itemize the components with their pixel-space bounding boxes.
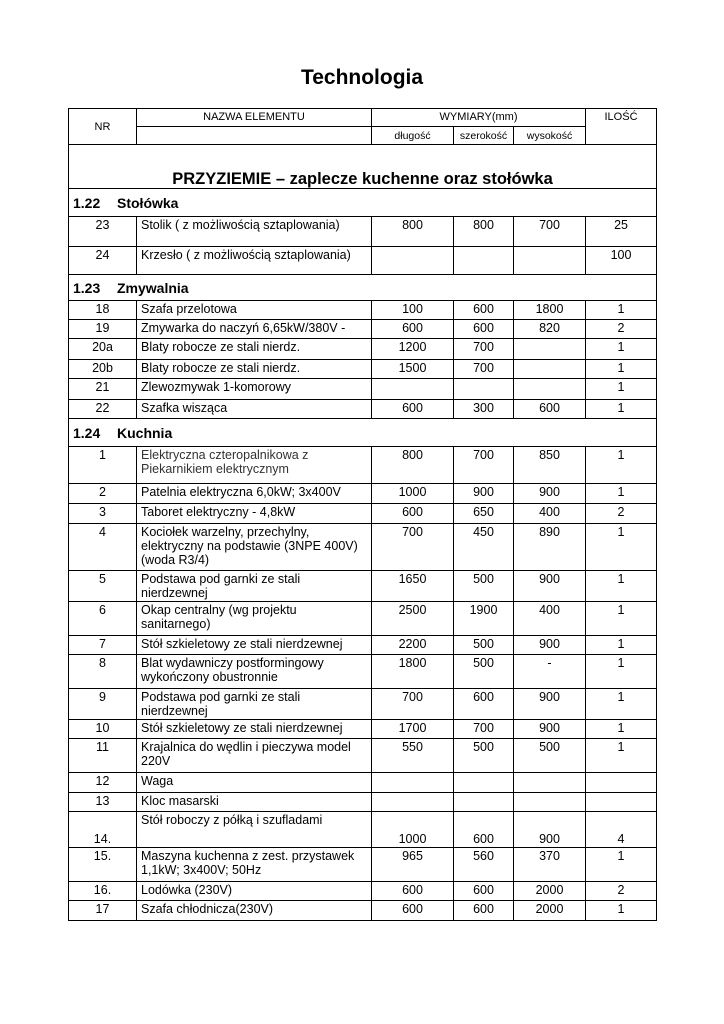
cell-nr: 13: [69, 793, 137, 812]
cell-wysokosc: 900: [514, 720, 586, 739]
table-row: [69, 848, 657, 882]
cell-nr: 8: [69, 655, 137, 689]
cell-dlugosc: 600: [372, 400, 454, 419]
cell-wysokosc: 900: [514, 571, 586, 602]
cell-szerokosc: 300: [454, 400, 514, 419]
cell-szerokosc: 500: [454, 739, 514, 773]
table-row: [69, 504, 657, 524]
cell-name: Maszyna kuchenna z zest. przystawek 1,1kW; 3x400V; 50Hz: [137, 848, 372, 882]
table-row: [69, 689, 657, 720]
cell-name: Szafa przelotowa: [137, 301, 372, 320]
table-row: [69, 379, 657, 400]
table-row: [69, 602, 657, 636]
cell-name: Krajalnica do wędlin i pieczywa model 220V: [137, 739, 372, 773]
cell-dlugosc: 1800: [372, 655, 454, 689]
cell-ilosc: 1: [586, 689, 657, 720]
table-row: [69, 882, 657, 901]
cell-name: Kloc masarski: [137, 793, 372, 812]
cell-dlugosc: 1000: [372, 484, 454, 504]
cell-nr: 20b: [69, 360, 137, 379]
cell-szerokosc: 700: [454, 360, 514, 379]
cell-name: Zlewozmywak 1-komorowy: [137, 379, 372, 400]
cell-name: Stół szkieletowy ze stali nierdzewnej: [137, 720, 372, 739]
cell-szerokosc: 600: [454, 320, 514, 339]
cell-wysokosc: 370: [514, 848, 586, 882]
cell-name: Stół szkieletowy ze stali nierdzewnej: [137, 636, 372, 655]
cell-wysokosc: 700: [514, 217, 586, 247]
cell-szerokosc: 700: [454, 339, 514, 360]
cell-ilosc: [586, 793, 657, 812]
page-title: Technologia: [300, 66, 424, 89]
cell-szerokosc: 650: [454, 504, 514, 524]
section-heading: [69, 275, 657, 301]
cell-szerokosc: 800: [454, 217, 514, 247]
table-row: [69, 655, 657, 689]
table-row: [69, 571, 657, 602]
cell-nr: 9: [69, 689, 137, 720]
cell-dlugosc: [372, 379, 454, 400]
cell-szerokosc: 900: [454, 484, 514, 504]
cell-wysokosc: 900: [514, 484, 586, 504]
cell-nr: 5: [69, 571, 137, 602]
table-row: [69, 447, 657, 484]
cell-ilosc: 1: [586, 848, 657, 882]
cell-dlugosc: 700: [372, 524, 454, 571]
cell-nr: 20a: [69, 339, 137, 360]
section-name: Kuchnia: [117, 424, 173, 441]
cell-nr: 18: [69, 301, 137, 320]
header-row: [69, 109, 657, 127]
cell-name: Stolik ( z możliwością sztaplowania): [137, 217, 372, 247]
table-row: [69, 217, 657, 247]
cell-wysokosc: [514, 247, 586, 275]
subheader-row: [69, 127, 657, 145]
table-row: [69, 739, 657, 773]
cell-nr: 6: [69, 602, 137, 636]
cell-name: Taboret elektryczny - 4,8kW: [137, 504, 372, 524]
cell-ilosc: 1: [586, 360, 657, 379]
cell-dlugosc: 1650: [372, 571, 454, 602]
cell-nr: 15.: [69, 848, 137, 882]
cell-name: Stół roboczy z półką i szufladami: [137, 812, 372, 848]
header-nazwa-empty: [137, 127, 372, 145]
cell-szerokosc: [454, 793, 514, 812]
table-row: [69, 812, 657, 848]
table-row: [69, 793, 657, 812]
cell-dlugosc: [372, 247, 454, 275]
section-number: 1.23: [73, 279, 101, 296]
header-wymiary: WYMIARY(mm): [372, 109, 586, 127]
cell-nr: 17: [69, 901, 137, 921]
cell-szerokosc: 600: [454, 812, 514, 848]
cell-wysokosc: [514, 773, 586, 793]
cell-ilosc: 1: [586, 602, 657, 636]
section-heading: [69, 419, 657, 447]
cell-ilosc: 1: [586, 720, 657, 739]
cell-wysokosc: 400: [514, 602, 586, 636]
cell-wysokosc: 1800: [514, 301, 586, 320]
table-row: [69, 773, 657, 793]
cell-wysokosc: [514, 339, 586, 360]
cell-ilosc: 4: [586, 812, 657, 848]
cell-ilosc: 1: [586, 655, 657, 689]
cell-nr: 19: [69, 320, 137, 339]
technology-table: [68, 108, 657, 921]
cell-dlugosc: 800: [372, 217, 454, 247]
section-number: 1.24: [73, 424, 101, 441]
cell-dlugosc: 800: [372, 447, 454, 484]
cell-dlugosc: 965: [372, 848, 454, 882]
header-ilosc: ILOŚĆ: [586, 109, 657, 145]
cell-ilosc: 2: [586, 882, 657, 901]
cell-nr: 10: [69, 720, 137, 739]
cell-ilosc: 1: [586, 901, 657, 921]
header-wysokosc: wysokość: [514, 127, 586, 145]
cell-dlugosc: 1700: [372, 720, 454, 739]
cell-name: Podstawa pod garnki ze stali nierdzewnej: [137, 689, 372, 720]
cell-ilosc: [586, 773, 657, 793]
cell-name: Szafa chłodnicza(230V): [137, 901, 372, 921]
cell-dlugosc: [372, 773, 454, 793]
cell-dlugosc: [372, 793, 454, 812]
cell-nr: 14.: [69, 812, 137, 848]
section-row: [69, 275, 657, 301]
table-row: [69, 301, 657, 320]
cell-wysokosc: 400: [514, 504, 586, 524]
cell-nr: 4: [69, 524, 137, 571]
table-row: [69, 524, 657, 571]
cell-szerokosc: 500: [454, 636, 514, 655]
cell-dlugosc: 600: [372, 901, 454, 921]
cell-wysokosc: 600: [514, 400, 586, 419]
table-row: [69, 320, 657, 339]
header-szerokosc: szerokość: [454, 127, 514, 145]
cell-nr: 24: [69, 247, 137, 275]
table-row: [69, 247, 657, 275]
cell-wysokosc: 900: [514, 636, 586, 655]
section-row: [69, 419, 657, 447]
cell-dlugosc: 550: [372, 739, 454, 773]
table-row: [69, 901, 657, 921]
cell-nr: 2: [69, 484, 137, 504]
cell-szerokosc: 500: [454, 655, 514, 689]
main-section-title: PRZYZIEMIE – zaplecze kuchenne oraz stołówka: [69, 145, 657, 189]
cell-name: Blat wydawniczy postformingowy wykończony obustronnie: [137, 655, 372, 689]
cell-ilosc: 1: [586, 739, 657, 773]
cell-szerokosc: 500: [454, 571, 514, 602]
cell-nr: 22: [69, 400, 137, 419]
cell-nr: 7: [69, 636, 137, 655]
section-name: Zmywalnia: [117, 279, 189, 296]
cell-dlugosc: 600: [372, 504, 454, 524]
cell-dlugosc: 1200: [372, 339, 454, 360]
cell-ilosc: 1: [586, 301, 657, 320]
section-heading: [69, 189, 657, 217]
cell-dlugosc: 600: [372, 882, 454, 901]
cell-nr: 21: [69, 379, 137, 400]
table-row: [69, 360, 657, 379]
cell-wysokosc: 900: [514, 689, 586, 720]
cell-dlugosc: 2500: [372, 602, 454, 636]
cell-dlugosc: 700: [372, 689, 454, 720]
header-nazwa: NAZWA ELEMENTU: [137, 109, 372, 127]
cell-szerokosc: [454, 773, 514, 793]
cell-wysokosc: 2000: [514, 882, 586, 901]
cell-wysokosc: -: [514, 655, 586, 689]
cell-szerokosc: 600: [454, 301, 514, 320]
cell-nr: 3: [69, 504, 137, 524]
cell-dlugosc: 100: [372, 301, 454, 320]
cell-nr: 11: [69, 739, 137, 773]
cell-name: Blaty robocze ze stali nierdz.: [137, 339, 372, 360]
cell-szerokosc: 700: [454, 447, 514, 484]
section-name: Stołówka: [117, 194, 179, 211]
cell-szerokosc: [454, 247, 514, 275]
cell-szerokosc: 1900: [454, 602, 514, 636]
table-row: [69, 720, 657, 739]
cell-name: Kociołek warzelny, przechylny, elektryczny na podstawie (3NPE 400V) (woda R3/4): [137, 524, 372, 571]
cell-szerokosc: 450: [454, 524, 514, 571]
section-row: [69, 189, 657, 217]
cell-ilosc: 1: [586, 571, 657, 602]
cell-szerokosc: 700: [454, 720, 514, 739]
cell-name: Waga: [137, 773, 372, 793]
cell-wysokosc: 2000: [514, 901, 586, 921]
cell-ilosc: 1: [586, 524, 657, 571]
cell-wysokosc: [514, 379, 586, 400]
cell-szerokosc: 560: [454, 848, 514, 882]
cell-name: Krzesło ( z możliwością sztaplowania): [137, 247, 372, 275]
cell-name: Patelnia elektryczna 6,0kW; 3x400V: [137, 484, 372, 504]
cell-name: Szafka wisząca: [137, 400, 372, 419]
cell-szerokosc: 600: [454, 689, 514, 720]
cell-name: Zmywarka do naczyń 6,65kW/380V -: [137, 320, 372, 339]
cell-nr: 12: [69, 773, 137, 793]
table-row: [69, 484, 657, 504]
cell-dlugosc: 600: [372, 320, 454, 339]
cell-szerokosc: [454, 379, 514, 400]
cell-wysokosc: [514, 360, 586, 379]
cell-dlugosc: 2200: [372, 636, 454, 655]
cell-wysokosc: [514, 793, 586, 812]
cell-name: Blaty robocze ze stali nierdz.: [137, 360, 372, 379]
cell-szerokosc: 600: [454, 901, 514, 921]
cell-szerokosc: 600: [454, 882, 514, 901]
cell-ilosc: 1: [586, 447, 657, 484]
header-nr: NR: [69, 109, 137, 145]
cell-nr: 23: [69, 217, 137, 247]
cell-ilosc: 1: [586, 379, 657, 400]
cell-name: Podstawa pod garnki ze stali nierdzewnej: [137, 571, 372, 602]
cell-ilosc: 1: [586, 400, 657, 419]
table-row: [69, 339, 657, 360]
main-section-row: [69, 145, 657, 189]
table-row: [69, 636, 657, 655]
cell-wysokosc: 820: [514, 320, 586, 339]
cell-wysokosc: 900: [514, 812, 586, 848]
cell-ilosc: 2: [586, 504, 657, 524]
section-number: 1.22: [73, 194, 101, 211]
cell-name: Lodówka (230V): [137, 882, 372, 901]
cell-wysokosc: 890: [514, 524, 586, 571]
cell-dlugosc: 1500: [372, 360, 454, 379]
cell-nr: 1: [69, 447, 137, 484]
cell-ilosc: 25: [586, 217, 657, 247]
cell-wysokosc: 500: [514, 739, 586, 773]
cell-ilosc: 2: [586, 320, 657, 339]
cell-dlugosc: 1000: [372, 812, 454, 848]
cell-ilosc: 1: [586, 484, 657, 504]
cell-name: Elektryczna czteropalnikowa z Piekarnikiem elektrycznym: [137, 447, 372, 484]
cell-nr: 16.: [69, 882, 137, 901]
cell-ilosc: 1: [586, 636, 657, 655]
cell-ilosc: 1: [586, 339, 657, 360]
table-row: [69, 400, 657, 419]
cell-ilosc: 100: [586, 247, 657, 275]
header-dlugosc: długość: [372, 127, 454, 145]
cell-name: Okap centralny (wg projektu sanitarnego): [137, 602, 372, 636]
cell-wysokosc: 850: [514, 447, 586, 484]
